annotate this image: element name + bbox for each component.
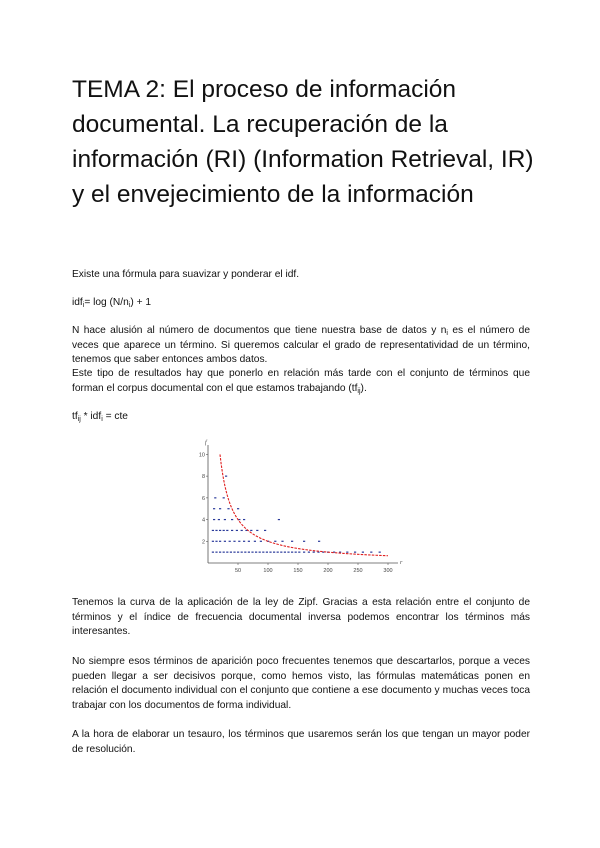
data-point: [251, 552, 253, 553]
data-point: [362, 552, 364, 553]
data-point: [274, 541, 276, 542]
formula-text: ) + 1: [130, 297, 152, 308]
data-point: [238, 541, 240, 542]
data-point: [379, 552, 381, 553]
formula-text: = log (N/n: [84, 297, 129, 308]
data-point: [295, 552, 297, 553]
data-point: [280, 552, 282, 553]
data-point: [241, 530, 243, 531]
x-tick-label: 50: [234, 568, 242, 574]
data-point: [227, 508, 229, 509]
data-point: [248, 552, 250, 553]
tf-formula: [72, 410, 530, 425]
data-point: [219, 508, 221, 509]
data-point: [291, 541, 293, 542]
data-point: [244, 552, 246, 553]
x-tick-label: 300: [383, 568, 393, 574]
data-point: [223, 552, 225, 553]
idf-formula: [72, 296, 530, 311]
data-point: [224, 541, 226, 542]
data-point: [254, 541, 256, 542]
data-point: [262, 552, 264, 553]
x-tick-label: 100: [263, 568, 273, 574]
data-point: [219, 541, 221, 542]
data-point: [278, 519, 280, 520]
data-point: [298, 552, 300, 553]
data-point: [233, 541, 235, 542]
data-point: [212, 552, 214, 553]
data-point: [243, 541, 245, 542]
data-point: [266, 552, 268, 553]
data-point: [212, 541, 214, 542]
data-point: [255, 552, 257, 553]
data-point: [213, 508, 215, 509]
paragraph-tesauro: A la hora de elaborar un tesauro, los términos que usaremos serán los que tengan un mayor poder de resolución.: [72, 729, 530, 755]
paragraph-n: [72, 324, 530, 368]
y-tick-label: 4: [201, 517, 205, 524]
data-point: [230, 552, 232, 553]
y-tick-label: 10: [198, 452, 205, 459]
formula-text: idf: [72, 297, 83, 308]
y-axis-letter: f: [205, 440, 207, 446]
y-tick-label: 8: [201, 474, 205, 481]
data-point: [250, 530, 252, 531]
data-point: [224, 519, 226, 520]
paragraph-zipf: Tenemos la curva de la aplicación de la ley de Zipf. Gracias a esta relación entre el conjunto de términos y el índice de frecuencia documental inversa podemos encontrar los términos más interesantes.: [72, 597, 530, 638]
data-point: [226, 530, 228, 531]
data-point: [212, 530, 214, 531]
y-tick-label: 6: [201, 495, 205, 502]
data-point: [256, 530, 258, 531]
data-point: [215, 541, 217, 542]
data-point: [233, 552, 235, 553]
data-point: [231, 530, 233, 531]
paragraph-subscript: ij: [357, 387, 361, 395]
data-point: [313, 552, 315, 553]
data-point: [273, 552, 275, 553]
data-point: [229, 541, 231, 542]
data-point: [215, 552, 217, 553]
paragraph-text: ).: [360, 382, 367, 394]
data-point: [308, 552, 310, 553]
data-point: [260, 541, 262, 542]
formula-subscript: i: [128, 302, 131, 309]
paragraph-resultados: [72, 367, 530, 396]
data-point: [218, 519, 220, 520]
paragraph-text: N hace alusión al número de documentos que tiene nuestra base de datos y n: [72, 325, 447, 336]
x-tick-label: 150: [293, 568, 303, 574]
y-tick-label: 2: [201, 539, 205, 546]
data-point: [243, 519, 245, 520]
zipf-chart-svg: [198, 437, 408, 579]
data-point: [354, 552, 356, 553]
data-point: [303, 552, 305, 553]
data-point: [223, 497, 225, 498]
formula-text: * idf: [80, 411, 102, 422]
data-point: [291, 552, 293, 553]
paragraph-subscript: i: [446, 330, 448, 337]
x-axis-letter: r: [400, 560, 403, 566]
intro-paragraph: Existe una fórmula para suavizar y ponderar el idf.: [72, 269, 300, 280]
formula-subscript: ij: [77, 416, 81, 423]
data-point: [284, 552, 286, 553]
zipf-curve: [220, 454, 388, 555]
data-point: [318, 541, 320, 542]
x-tick-label: 250: [353, 568, 363, 574]
data-point: [219, 552, 221, 553]
paragraph-text: es el número de veces que aparece un término. Si queremos calcular el grado de representatividad de un término, tenemos que saber entonces ambos datos.: [72, 325, 530, 366]
data-point: [248, 541, 250, 542]
formula-text: tf: [72, 411, 78, 422]
data-point: [269, 552, 271, 553]
data-point: [370, 552, 372, 553]
paragraph-no-siempre: No siempre esos términos de aparición poco frecuentes tenemos que descartarlos, porque a veces pueden llegar a ser decisivos porque, como hemos visto, las fórmulas matemáticas ponen en relación el documento individual con el conjunto que contiene a ese documento y muchas veces toca trabajar con los documentos de forma individual.: [72, 656, 530, 711]
data-point: [223, 530, 225, 531]
formula-subscript: i: [101, 416, 103, 423]
data-point: [277, 552, 279, 553]
data-point: [303, 541, 305, 542]
zipf-chart: [198, 437, 408, 579]
data-point: [237, 552, 239, 553]
data-point: [346, 552, 348, 553]
data-point: [236, 530, 238, 531]
formula-text: = cte: [102, 411, 128, 422]
paragraph-text: Este tipo de resultados hay que ponerlo en relación más tarde con el conjunto de términos que forman el corpus documental con el que estamos trabajando (tf: [72, 368, 530, 394]
data-point: [215, 530, 217, 531]
data-point: [237, 508, 239, 509]
data-point: [264, 530, 266, 531]
data-point: [259, 552, 261, 553]
data-point: [241, 552, 243, 553]
x-tick-label: 200: [323, 568, 333, 574]
data-point: [287, 552, 289, 553]
document-title: TEMA 2: El proceso de información documental. La recuperación de la información (RI) (Information Retrieval, IR) y el envejecimiento de la información: [72, 76, 534, 208]
data-point: [226, 552, 228, 553]
data-point: [225, 476, 227, 477]
data-point: [214, 497, 216, 498]
data-point: [213, 519, 215, 520]
data-point: [231, 519, 233, 520]
data-point: [219, 530, 221, 531]
data-point: [281, 541, 283, 542]
formula-subscript: i: [82, 302, 85, 309]
